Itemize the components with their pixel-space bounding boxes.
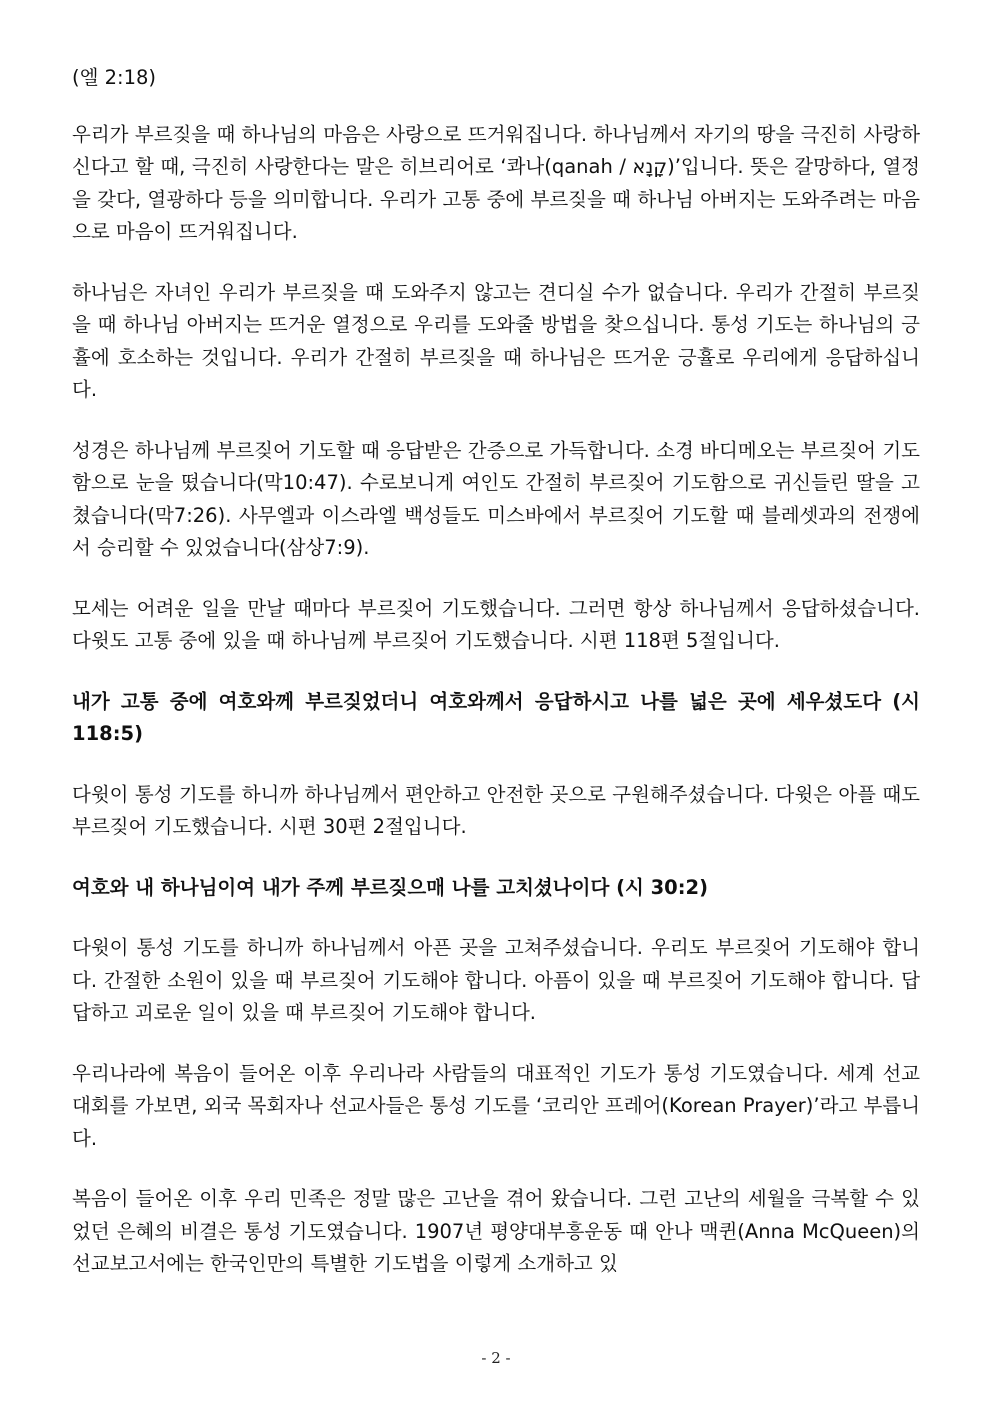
body-paragraph: 하나님은 자녀인 우리가 부르짖을 때 도와주지 않고는 견디실 수가 없습니다. 우리가 간절히 부르짖을 때 하나님 아버지는 뜨거운 열정으로 우리를 도와줄 방법을 찾으십니다. 통성 기도는 하나님의 긍휼에 호소하는 것입니다. 우리가 간절히 부르짖을 때 하나님은 뜨거운 긍휼로 우리에게 응답하십니다. bbox=[72, 280, 920, 401]
document-body bbox=[72, 62, 920, 1281]
body-paragraph: 복음이 들어온 이후 우리 민족은 정말 많은 고난을 겪어 왔습니다. 그런 고난의 세월을 극복할 수 있었던 은혜의 비결은 통성 기도였습니다. 1907년 평양대부흥운동 때 안나 맥퀸(Anna McQueen)의 선교보고서에는 한국인만의 특별한 기도법을 이렇게 소개하고 있 bbox=[72, 1187, 920, 1275]
page-number: - 2 - bbox=[481, 1349, 511, 1367]
scripture-quote: 여호와 내 하나님이여 내가 주께 부르짖으매 나를 고치셨나이다 (시 30:2) bbox=[72, 875, 709, 899]
body-paragraph: 우리가 부르짖을 때 하나님의 마음은 사랑으로 뜨거워집니다. 하나님께서 자기의 땅을 극진히 사랑하신다고 할 때, 극진히 사랑한다는 말은 히브리어로 ‘콰나(qanah / קָנָא)’입니다. 뜻은 갈망하다, 열정을 갖다, 열광하다 등을 의미합니다. 우리가 고통 중에 부르짖을 때 하나님 아버지는 도와주려는 마음으로 마음이 뜨거워집니다. bbox=[72, 122, 920, 243]
scripture-quote: 내가 고통 중에 여호와께 부르짖었더니 여호와께서 응답하시고 나를 넓은 곳에 세우셨도다 (시 118:5) bbox=[72, 689, 920, 745]
body-paragraph: 다윗이 통성 기도를 하니까 하나님께서 아픈 곳을 고쳐주셨습니다. 우리도 부르짖어 기도해야 합니다. 간절한 소원이 있을 때 부르짖어 기도해야 합니다. 아픔이 있을 때 부르짖어 기도해야 합니다. 답답하고 괴로운 일이 있을 때 부르짖어 기도해야 합니다. bbox=[72, 936, 920, 1024]
body-paragraph: 다윗이 통성 기도를 하니까 하나님께서 편안하고 안전한 곳으로 구원해주셨습니다. 다윗은 아플 때도 부르짖어 기도했습니다. 시편 30편 2절입니다. bbox=[72, 782, 920, 838]
body-paragraph: 우리나라에 복음이 들어온 이후 우리나라 사람들의 대표적인 기도가 통성 기도였습니다. 세계 선교 대회를 가보면, 외국 목회자나 선교사들은 통성 기도를 ‘코리안 프레어(Korean Prayer)’라고 부릅니다. bbox=[72, 1061, 920, 1150]
body-paragraph: 모세는 어려운 일을 만날 때마다 부르짖어 기도했습니다. 그러면 항상 하나님께서 응답하셨습니다. 다윗도 고통 중에 있을 때 하나님께 부르짖어 기도했습니다. 시편 118편 5절입니다. bbox=[72, 596, 920, 652]
verse-reference: (엘 2:18) bbox=[72, 66, 157, 89]
body-paragraph: 성경은 하나님께 부르짖어 기도할 때 응답받은 간증으로 가득합니다. 소경 바디메오는 부르짖어 기도함으로 눈을 떴습니다(막10:47). 수로보니게 여인도 간절히 부르짖어 기도함으로 귀신들린 딸을 고쳤습니다(막7:26). 사무엘과 이스라엘 백성들도 미스바에서 부르짖어 기도할 때 블레셋과의 전쟁에서 승리할 수 있었습니다(삼상7:9). bbox=[72, 438, 920, 559]
